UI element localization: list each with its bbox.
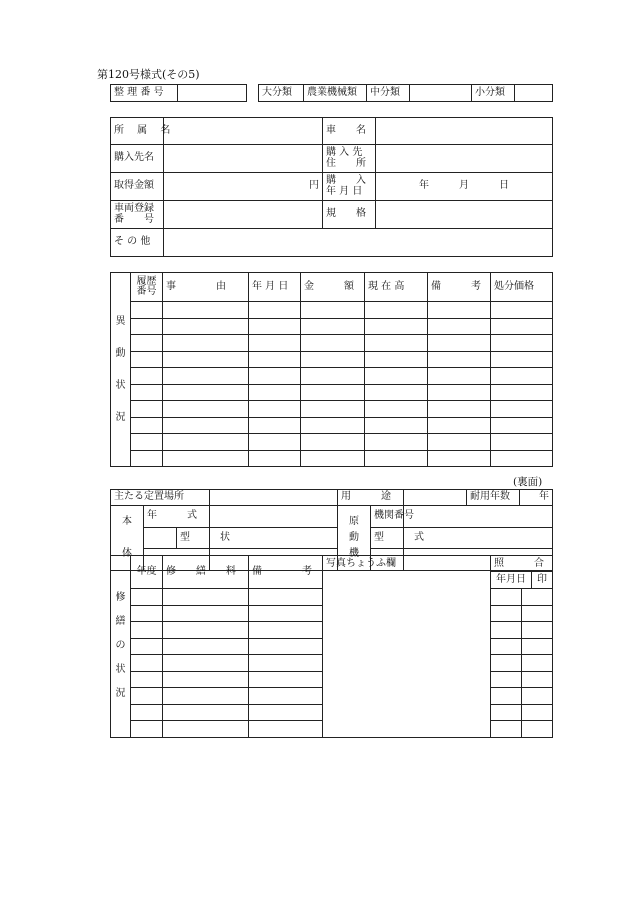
history-side-label <box>111 273 131 467</box>
konyu-date-label: 購 入 年 月 日 <box>323 173 376 201</box>
back-side-label: (裏面) <box>513 476 543 488</box>
history-cell[interactable] <box>428 318 491 335</box>
history-col-date: 年 月 日 <box>249 273 301 302</box>
repair-cell[interactable] <box>249 721 323 738</box>
history-cell[interactable] <box>131 401 163 418</box>
dai-bunrui-label: 大分類 <box>259 85 304 102</box>
history-cell[interactable] <box>163 384 249 401</box>
repair-cell[interactable] <box>249 704 323 721</box>
history-cell[interactable] <box>163 401 249 418</box>
repair-cell[interactable] <box>131 622 163 639</box>
history-side-1: 動 <box>115 347 126 359</box>
sho-bunrui-field[interactable] <box>515 85 553 102</box>
history-cell[interactable] <box>428 302 491 319</box>
shozoku-label: 所 属 名 <box>111 118 164 145</box>
sha-field[interactable] <box>376 118 553 145</box>
kikan-bango-field[interactable] <box>404 506 553 528</box>
history-cell[interactable] <box>249 351 301 368</box>
shogo-in: 印 <box>537 574 547 585</box>
history-cell[interactable] <box>131 335 163 352</box>
history-cell[interactable] <box>249 450 301 467</box>
nenshiki-label: 年 式 <box>144 506 210 528</box>
repair-cell[interactable] <box>249 688 323 705</box>
repair-cell[interactable] <box>491 704 522 721</box>
history-row <box>111 417 553 434</box>
history-cell[interactable] <box>131 302 163 319</box>
history-cell[interactable] <box>249 434 301 451</box>
history-col-biko: 備 考 <box>428 273 491 302</box>
history-cell[interactable] <box>365 368 428 385</box>
hontai-side-0: 本 <box>122 516 132 527</box>
history-cell[interactable] <box>491 368 553 385</box>
repair-cell[interactable] <box>131 671 163 688</box>
kata-shiki-field[interactable] <box>404 527 553 549</box>
history-cell[interactable] <box>163 335 249 352</box>
kata-jo-spacer <box>144 527 177 549</box>
kikan-bango-label: 機関番号 <box>371 506 404 528</box>
repair-side-1: 繕 <box>115 616 126 628</box>
kata-jo-label: 型 状 <box>177 527 210 549</box>
yoto-label: 用 途 <box>338 490 404 506</box>
repair-cell[interactable] <box>522 605 553 622</box>
chu-bunrui-label: 中分類 <box>367 85 410 102</box>
repair-cell[interactable] <box>131 704 163 721</box>
taiyo-nensu-label: 耐用年数 <box>467 490 520 506</box>
repair-cell[interactable] <box>163 688 249 705</box>
history-cell[interactable] <box>428 384 491 401</box>
repair-cell[interactable] <box>131 688 163 705</box>
repair-cell[interactable] <box>163 622 249 639</box>
history-side-2: 状 <box>115 379 126 391</box>
history-cell[interactable] <box>491 417 553 434</box>
repair-cell[interactable] <box>249 638 323 655</box>
seiri-bango-label: 整 理 番 号 <box>111 85 178 102</box>
repair-cell[interactable] <box>522 671 553 688</box>
kikaku-field[interactable] <box>376 201 553 229</box>
gendoki-side-2: 機 <box>349 548 359 559</box>
repair-cell[interactable] <box>163 589 249 606</box>
repair-table <box>110 555 553 738</box>
history-col-genzai: 現 在 高 <box>365 273 428 302</box>
history-cell[interactable] <box>163 450 249 467</box>
history-cell[interactable] <box>163 417 249 434</box>
repair-side-0: 修 <box>115 592 126 604</box>
shozoku-field[interactable] <box>164 118 323 145</box>
history-cell[interactable] <box>491 434 553 451</box>
history-row <box>111 368 553 385</box>
history-cell[interactable] <box>491 302 553 319</box>
history-cell[interactable] <box>163 351 249 368</box>
history-cell[interactable] <box>249 368 301 385</box>
history-row <box>111 450 553 467</box>
history-row <box>111 335 553 352</box>
kikaku-label: 規 格 <box>323 201 376 229</box>
history-cell[interactable] <box>428 368 491 385</box>
repair-cell[interactable] <box>491 721 522 738</box>
history-cell[interactable] <box>163 368 249 385</box>
history-row <box>111 434 553 451</box>
history-row <box>111 302 553 319</box>
konyu-date-field[interactable]: 年 月 日 <box>376 173 553 201</box>
history-cell[interactable] <box>301 302 365 319</box>
info-table <box>110 117 553 257</box>
repair-side-3: 状 <box>115 664 126 676</box>
history-cell[interactable] <box>249 302 301 319</box>
repair-cell[interactable] <box>163 605 249 622</box>
repair-cell[interactable] <box>131 605 163 622</box>
history-cell[interactable] <box>491 318 553 335</box>
photo-label: 写真ちょうふ欄 <box>326 558 396 569</box>
history-cell[interactable] <box>131 417 163 434</box>
history-cell[interactable] <box>301 368 365 385</box>
repair-cell[interactable] <box>491 655 522 672</box>
history-cell[interactable] <box>365 351 428 368</box>
gendoki-side-1: 動 <box>349 532 359 543</box>
history-cell[interactable] <box>301 434 365 451</box>
shogo-cell <box>491 556 553 589</box>
history-cell[interactable] <box>365 302 428 319</box>
repair-cell[interactable] <box>249 622 323 639</box>
sharyo-toroku-label: 車両登録 番 号 <box>111 201 164 229</box>
repair-cell[interactable] <box>131 655 163 672</box>
repair-cell[interactable] <box>163 655 249 672</box>
repair-cell[interactable] <box>131 721 163 738</box>
nen-unit: 年 <box>539 491 549 503</box>
history-row <box>111 384 553 401</box>
history-cell[interactable] <box>301 318 365 335</box>
history-col-rireki: 履歴 番号 <box>131 273 163 302</box>
history-cell[interactable] <box>491 401 553 418</box>
repair-cell[interactable] <box>163 671 249 688</box>
history-cell[interactable] <box>428 450 491 467</box>
sonota-label: そ の 他 <box>111 229 164 257</box>
repair-side-label <box>111 556 131 738</box>
repair-cell[interactable] <box>522 655 553 672</box>
history-cell[interactable] <box>131 368 163 385</box>
form-title: 第120号様式(その5) <box>97 68 200 81</box>
shogo-label: 照 合 <box>491 556 552 572</box>
repair-cell[interactable] <box>522 589 553 606</box>
history-row <box>111 351 553 368</box>
repair-cell[interactable] <box>249 589 323 606</box>
history-cell[interactable] <box>249 335 301 352</box>
history-table <box>110 272 553 467</box>
history-cell[interactable] <box>249 318 301 335</box>
repair-cell[interactable] <box>491 638 522 655</box>
photo-area[interactable] <box>323 556 491 738</box>
repair-side-2: の <box>115 640 126 652</box>
nenshiki-field[interactable] <box>210 506 338 528</box>
header-left-table <box>110 84 247 102</box>
history-cell[interactable] <box>491 450 553 467</box>
history-col-shobun: 処分価格 <box>491 273 553 302</box>
repair-side-4: 況 <box>115 688 126 700</box>
history-cell[interactable] <box>163 318 249 335</box>
repair-cell[interactable] <box>522 721 553 738</box>
shutoku-kingaku-label: 取得金額 <box>111 173 164 201</box>
seiri-bango-field[interactable] <box>178 85 247 102</box>
history-cell[interactable] <box>365 318 428 335</box>
history-side-3: 況 <box>115 411 126 423</box>
history-cell[interactable] <box>428 417 491 434</box>
konyusaki-jusho-label: 購 入 先 住 所 <box>323 145 376 173</box>
repair-cell[interactable] <box>522 638 553 655</box>
repair-cell[interactable] <box>163 704 249 721</box>
history-cell[interactable] <box>428 335 491 352</box>
repair-cell[interactable] <box>491 688 522 705</box>
repair-cell[interactable] <box>491 671 522 688</box>
history-cell[interactable] <box>301 417 365 434</box>
history-cell[interactable] <box>491 384 553 401</box>
history-cell[interactable] <box>301 384 365 401</box>
sharyo-toroku-field[interactable] <box>164 201 323 229</box>
history-cell[interactable] <box>365 335 428 352</box>
hontai-side-1: 体 <box>122 548 132 559</box>
main-location-label: 主たる定置場所 <box>111 490 210 506</box>
history-cell[interactable] <box>491 351 553 368</box>
history-cell[interactable] <box>365 450 428 467</box>
history-cell[interactable] <box>163 434 249 451</box>
repair-col-nendo: 年度 <box>131 556 163 589</box>
repair-cell[interactable] <box>491 589 522 606</box>
repair-col-ryo: 修 繕 料 <box>163 556 249 589</box>
main-location-field[interactable] <box>210 490 338 506</box>
history-cell[interactable] <box>365 434 428 451</box>
repair-cell[interactable] <box>249 605 323 622</box>
history-cell[interactable] <box>301 450 365 467</box>
repair-cell[interactable] <box>491 622 522 639</box>
konyusaki-label: 購入先名 <box>111 145 164 173</box>
konyusaki-jusho-field[interactable] <box>376 145 553 173</box>
repair-cell[interactable] <box>249 671 323 688</box>
history-cell[interactable] <box>249 417 301 434</box>
repair-cell[interactable] <box>249 655 323 672</box>
history-cell[interactable] <box>301 335 365 352</box>
repair-cell[interactable] <box>131 589 163 606</box>
shogo-ymd: 年月日 <box>491 572 532 588</box>
history-row <box>111 401 553 418</box>
repair-cell[interactable] <box>491 605 522 622</box>
history-cell[interactable] <box>428 351 491 368</box>
history-cell[interactable] <box>249 401 301 418</box>
history-cell[interactable] <box>428 434 491 451</box>
header-right-table <box>258 84 553 102</box>
history-cell[interactable] <box>365 417 428 434</box>
sho-bunrui-label: 小分類 <box>472 85 515 102</box>
history-cell[interactable] <box>365 401 428 418</box>
history-col-kingaku: 金 額 <box>301 273 365 302</box>
history-cell[interactable] <box>301 401 365 418</box>
yoto-field[interactable] <box>404 490 467 506</box>
yen-unit: 円 <box>309 180 319 192</box>
history-col-jiyu: 事 由 <box>163 273 249 302</box>
repair-cell[interactable] <box>163 721 249 738</box>
dai-bunrui-value: 農業機械類 <box>304 85 367 102</box>
repair-cell[interactable] <box>522 704 553 721</box>
history-cell[interactable] <box>365 384 428 401</box>
history-cell[interactable] <box>163 302 249 319</box>
history-cell[interactable] <box>301 351 365 368</box>
history-row <box>111 318 553 335</box>
repair-col-biko: 備 考 <box>249 556 323 589</box>
repair-cell[interactable] <box>163 638 249 655</box>
sonota-field[interactable] <box>164 229 553 257</box>
history-cell[interactable] <box>131 384 163 401</box>
history-cell[interactable] <box>131 450 163 467</box>
repair-cell[interactable] <box>131 638 163 655</box>
shutoku-kingaku-field[interactable] <box>164 173 323 201</box>
chu-bunrui-field[interactable] <box>410 85 472 102</box>
history-cell[interactable] <box>131 318 163 335</box>
kata-shiki-label: 型 式 <box>371 527 404 549</box>
history-cell[interactable] <box>131 351 163 368</box>
konyusaki-field[interactable] <box>164 145 323 173</box>
history-cell[interactable] <box>428 401 491 418</box>
taiyo-nensu-field[interactable] <box>520 490 553 506</box>
sha-label: 車 名 <box>323 118 376 145</box>
repair-cell[interactable] <box>522 688 553 705</box>
history-cell[interactable] <box>131 434 163 451</box>
repair-cell[interactable] <box>522 622 553 639</box>
gendoki-side-0: 原 <box>349 516 359 527</box>
history-cell[interactable] <box>491 335 553 352</box>
history-side-0: 異 <box>115 315 126 327</box>
history-cell[interactable] <box>249 384 301 401</box>
